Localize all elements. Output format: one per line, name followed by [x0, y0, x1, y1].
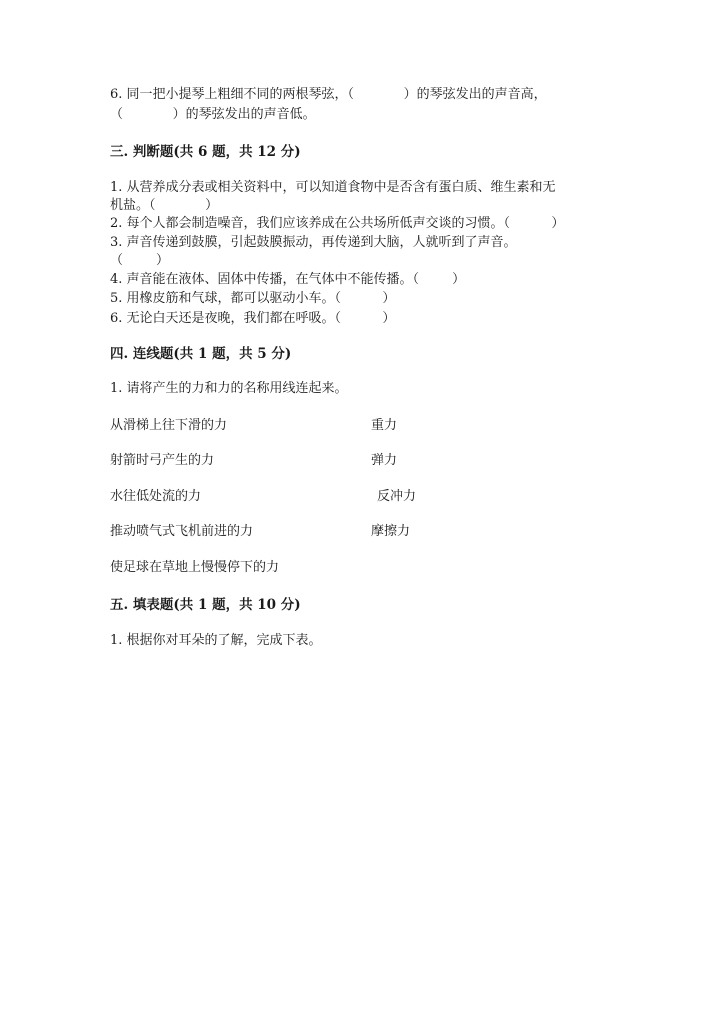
q6-line-2: （ ）的琴弦发出的声音低。 — [110, 107, 316, 122]
judge-item-3-line-1: 3. 声音传递到鼓膜，引起鼓膜振动，再传递到大脑，人就听到了声音。 — [110, 235, 517, 250]
judge-item-6: 6. 无论白天还是夜晚，我们都在呼吸。（ ） — [110, 311, 396, 326]
matching-left-item: 射箭时弓产生的力 — [110, 453, 215, 468]
matching-left-item: 使足球在草地上慢慢停下的力 — [110, 560, 280, 575]
matching-left-item: 从滑梯上往下滑的力 — [110, 418, 228, 433]
judge-item-2: 2. 每个人都会制造噪音，我们应该养成在公共场所低声交谈的习惯。（ ） — [110, 216, 565, 231]
matching-right-item: 反冲力 — [377, 489, 417, 504]
matching-left-item: 水往低处流的力 — [110, 489, 202, 504]
judge-item-4: 4. 声音能在液体、固体中传播，在气体中不能传播。（ ） — [110, 272, 466, 287]
matching-right-item: 重力 — [371, 418, 398, 433]
section-4-title: 四. 连线题(共 1 题，共 5 分) — [110, 346, 292, 362]
judge-item-5: 5. 用橡皮筋和气球，都可以驱动小车。（ ） — [110, 291, 396, 306]
matching-prompt: 1. 请将产生的力和力的名称用线连起来。 — [110, 381, 348, 396]
matching-right-item: 弹力 — [371, 453, 398, 468]
judge-item-1-line-1: 1. 从营养成分表或相关资料中，可以知道食物中是否含有蛋白质、维生素和无 — [110, 180, 556, 195]
matching-left-item: 推动喷气式飞机前进的力 — [110, 524, 254, 539]
section-5-title: 五. 填表题(共 1 题，共 10 分) — [110, 597, 301, 613]
table-fill-prompt: 1. 根据你对耳朵的了解，完成下表。 — [110, 633, 322, 648]
q6-line-1: 6. 同一把小提琴上粗细不同的两根琴弦，（ ）的琴弦发出的声音高， — [110, 87, 547, 102]
matching-right-item: 摩擦力 — [371, 524, 411, 539]
judge-item-1-line-2: 机盐。（ ） — [110, 198, 219, 213]
judge-item-3-line-2: （ ） — [110, 253, 170, 268]
section-3-title: 三. 判断题(共 6 题，共 12 分) — [110, 144, 301, 160]
